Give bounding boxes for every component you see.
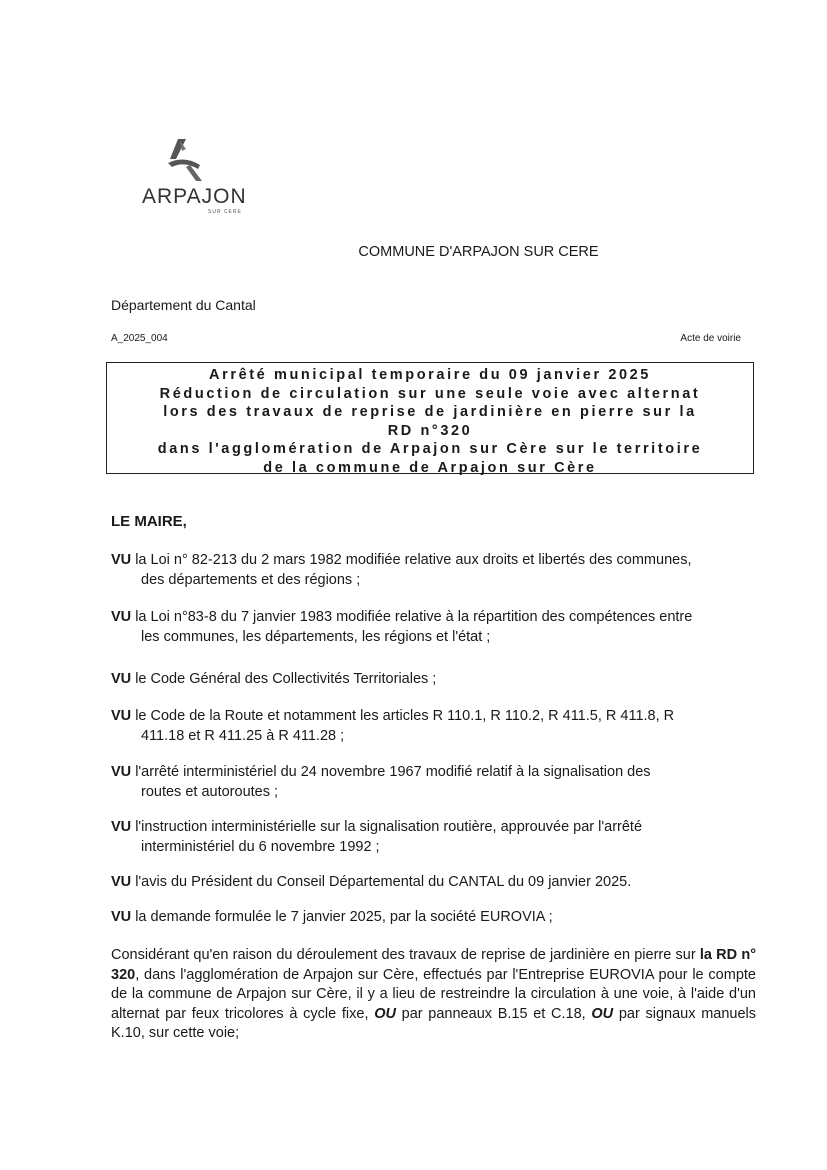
considerant-or: OU [374, 1005, 396, 1022]
title-line: de la commune de Arpajon sur Cère [263, 459, 597, 476]
considerant-text: par signaux manuels K.10, sur cette voie; [111, 1005, 757, 1041]
vu-keyword: VU [111, 708, 132, 724]
considerant-text: , dans l'agglomération de Arpajon sur Cère, effectués par l'Entreprise EUROVIA pour le compte de la commune de Arpajon sur Cère, il y a lieu de restreindre la circulation à une voie, à l'aide d'un alternat par feux tricolores à cycle fixe, [111, 966, 756, 1022]
considerant-text: Considérant qu'en raison du déroulement des travaux de reprise de jardinière en pierre sur [111, 947, 700, 963]
vu-paragraph [111, 873, 756, 893]
considerant-text: par panneaux B.15 et C.18, [395, 1005, 592, 1022]
title-line: RD n°320 [387, 422, 473, 439]
logo-mountain-icon [140, 135, 250, 185]
vu-keyword: VU [111, 909, 132, 925]
logo-text: ARPAJON [142, 185, 247, 208]
vu-keyword: VU [111, 764, 132, 780]
title-line: Réduction de circulation sur une seule voie avec alternat [159, 385, 701, 402]
vu-text: la Loi n° 82-213 du 2 mars 1982 modifiée relative aux droits et libertés des communes, [135, 552, 692, 568]
vu-keyword: VU [111, 609, 132, 625]
vu-paragraph [111, 818, 756, 857]
vu-keyword: VU [111, 552, 132, 568]
vu-text-cont: 411.18 et R 411.25 à R 411.28 ; [141, 727, 345, 744]
vu-text: la demande formulée le 7 janvier 2025, par la société EUROVIA ; [135, 909, 553, 925]
vu-paragraph [111, 707, 756, 746]
vu-text-cont: interministériel du 6 novembre 1992 ; [141, 838, 380, 855]
commune-heading: COMMUNE D'ARPAJON SUR CERE [358, 244, 599, 260]
vu-text-cont: des départements et des régions ; [141, 571, 361, 588]
vu-paragraph [111, 551, 756, 590]
vu-paragraph [111, 908, 756, 928]
vu-text: le Code Général des Collectivités Territoriales ; [135, 671, 437, 687]
arpajon-logo [140, 135, 250, 220]
title-line: dans l'agglomération de Arpajon sur Cère sur le territoire [157, 441, 703, 457]
acte-type: Acte de voirie [680, 333, 741, 344]
vu-keyword: VU [111, 819, 132, 835]
vu-text: l'instruction interministérielle sur la signalisation routière, approuvée par l'arrêté [135, 819, 643, 835]
title-line: Arrêté municipal temporaire du 09 janvier 2025 [209, 367, 651, 383]
le-maire-heading: LE MAIRE, [111, 513, 187, 530]
departement-label: Département du Cantal [111, 297, 256, 313]
vu-text: l'avis du Président du Conseil Départemental du CANTAL du 09 janvier 2025. [135, 874, 632, 890]
logo-subtitle: SUR CERE [208, 209, 242, 215]
vu-text-cont: routes et autoroutes ; [141, 783, 279, 800]
vu-keyword: VU [111, 671, 132, 687]
considerant-paragraph [111, 946, 756, 1044]
title-box [106, 362, 754, 474]
vu-text: la Loi n°83-8 du 7 janvier 1983 modifiée relative à la répartition des compétences entre [135, 609, 693, 625]
considerant-road: la RD n° 320 [111, 947, 756, 983]
vu-text: le Code de la Route et notamment les articles R 110.1, R 110.2, R 411.5, R 411.8, R [135, 708, 675, 724]
vu-keyword: VU [111, 874, 132, 890]
reference-number: A_2025_004 [111, 333, 168, 344]
vu-paragraph [111, 608, 756, 647]
vu-paragraph [111, 763, 756, 802]
vu-paragraph [111, 670, 756, 690]
considerant-or: OU [591, 1005, 614, 1022]
vu-text-cont: les communes, les départements, les régions et l'état ; [141, 628, 491, 645]
vu-text: l'arrêté interministériel du 24 novembre 1967 modifié relatif à la signalisation des [135, 764, 651, 780]
title-line: lors des travaux de reprise de jardinière en pierre sur la [163, 404, 697, 420]
